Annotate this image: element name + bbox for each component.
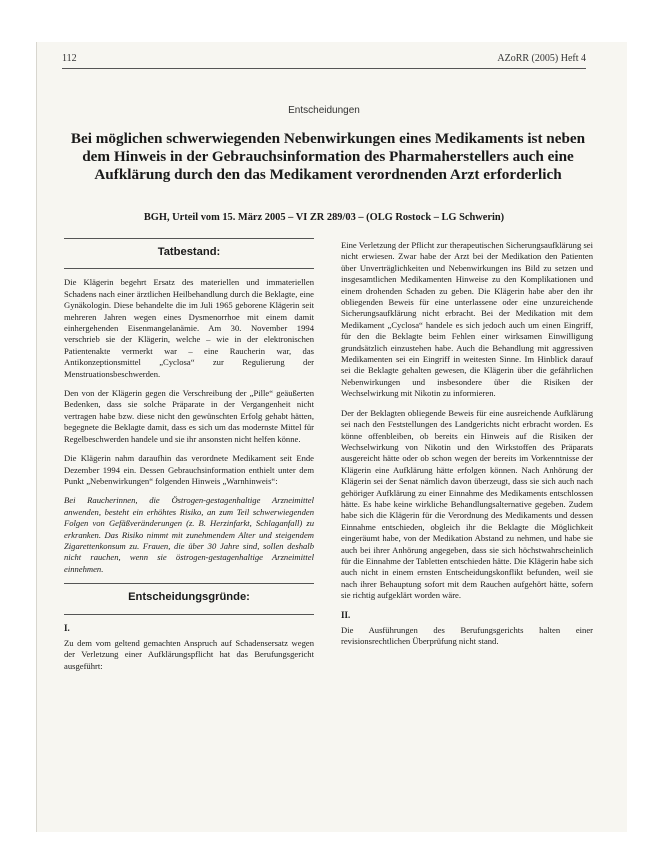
running-header	[62, 53, 586, 64]
heading-entscheidungsgruende: Entscheidungsgründe:	[128, 591, 250, 604]
header-rule	[62, 68, 586, 69]
paragraph: Die Ausführungen des Berufungsgerichts halten einer revisionsrechtlichen Überprüfung nicht stand.	[341, 625, 593, 647]
page-number: 112	[62, 53, 77, 64]
heading-rule	[64, 268, 314, 269]
heading-tatbestand: Tatbestand:	[157, 246, 221, 258]
heading-rule	[64, 614, 314, 615]
paragraph: Eine Verletzung der Pflicht zur therapeutischen Sicherungsaufklärung sei nicht erwiesen. Zwar habe der Arzt bei der Medikation den Patienten über Unverträglichkeiten und Nebenwirkungen ins Bild zu setzen und insgesamtlichen Medikamenten Hinweise zu den Komplikationen und einem drohenden Schaden zu geben. Die Klägerin habe aber den ihr obliegenden Beweis für eine unterlassene oder eine unzureichende Sicherungsaufklärung nicht erbracht. Bei der Medikation mit dem Medikament „Cyclosa“ handele es sich jedoch auch um einen Eingriff, für den die Beklagte beim Fehlen einer wirksamen Einwilligung grundsätzlich einzustehen habe. Auch die Behandlung mit aggressiven Medikamenten sei ein Eingriff in weitesten Sinne. Im Hinblick darauf sei die Beklagte gehalten gewesen, die Klägerin über die gefährlichen Nebenwirkungen und insbesondere über die Risiken der Wechselwirkung mit Nikotin zu informieren.	[341, 240, 593, 399]
paragraph: Der der Beklagten obliegende Beweis für eine ausreichende Aufklärung sei nach den Feststellungen des Landgerichts nicht erbracht worden. Es könne offenbleiben, ob bereits ein Hinweis auf die Risiken der Wechselwirkung von Nikotin und den Wirkstoffen des Präparats ausgereicht hätte oder ob schon wegen der bereits im Vorkenntnisse der Klägerin eine Aufklärung hätte erfolgen können. Nach Anhörung der Klägerin sei der Senat nämlich davon überzeugt, dass sie sich auch nach gehöriger Aufklärung zu einer Einnahme des Medikaments entschlossen hätte. Es habe keine wirkliche Behandlungsalternative gegeben. Zudem habe sich die Klägerin für die Verordnung des Medikaments und dessen Einnahme entschieden, obgleich ihr die Beklagte die Möglichkeit eingeräumt habe, von der Medikation Abstand zu nehmen, und habe sie auch bei ihrer Anhörung angegeben, dass sie sich höchstwahrscheinlich für die Einnahme der Tabletten entschieden hätte. Die Klägerin habe sich auch nicht in einem ernsten Entscheidungskonflikt befunden, weil sie nach ihrer Behauptung sofort mit dem Rauchen aufgehört hätte, sofern sie richtig aufgeklärt worden wäre.	[341, 407, 593, 601]
case-citation: BGH, Urteil vom 15. März 2005 – VI ZR 289/03 – (OLG Rostock – LG Schwerin)	[143, 212, 505, 223]
heading-rule	[64, 238, 314, 239]
section-number: I.	[64, 622, 70, 633]
journal-reference: AZoRR (2005) Heft 4	[497, 53, 586, 64]
section-number: II.	[341, 609, 351, 620]
paragraph: Den von der Klägerin gegen die Verschreibung der „Pille“ geäußerten Bedenken, dass sie solche Präparate in der Vergangenheit nicht vertragen habe bzw. diese nicht den gewünschten Erfolg gehabt hätten, begegnete die Beklagte damit, dass es sich um das modernste Mittel für Regelbeschwerden handele und sie ihr ansonsten nicht helfen könne.	[64, 388, 314, 444]
paragraph: Zu dem vom geltend gemachten Anspruch auf Schadensersatz wegen der Verletzung einer Aufklärungspflicht hat das Berufungsgericht ausgeführt:	[64, 637, 314, 671]
right-column	[341, 240, 593, 656]
quoted-warning: Bei Raucherinnen, die Östrogen-gestagenhaltige Arzneimittel anwenden, besteht ein erhöhtes Risiko, an zum Teil schwerwiegenden Folgen von Gefäßveränderungen (z. B. Herzinfarkt, Schlaganfall) zu erkranken. Das Risiko nimmt mit zunehmendem Alter und steigendem Zigarettenkonsum zu. Frauen, die über 30 Jahre sind, sollen deshalb nicht rauchen, wenn sie östrogen-gestagenhaltige Arzneimittel einnehmen.	[64, 495, 314, 574]
paragraph: Die Klägerin nahm daraufhin das verordnete Medikament seit Ende Dezember 1994 ein. Dessen Gebrauchsinformation enthielt unter dem Punkt „Nebenwirkungen“ folgenden Hinweis „Warnhinweis“:	[64, 453, 314, 486]
left-column	[64, 230, 314, 680]
section-label: Entscheidungen	[288, 105, 360, 116]
article-title: Bei möglichen schwerwiegenden Nebenwirkungen eines Medikaments ist neben dem Hinweis in der Gebrauchsinformation des Pharmaherstellers auch eine Aufklärung durch den das Medikament verordnenden Arzt erforderlich	[70, 130, 586, 183]
paragraph: Die Klägerin begehrt Ersatz des materiellen und immateriellen Schadens nach einer ärztlichen Heilbehandlung durch die Beklagte, eine Gynäkologin. Diese behandelte die im Juli 1965 geborene Klägerin seit mehreren Jahren wegen eines Dysmenorrhoe mit einem damit einhergehenden Eisenmangelanämie. Am 30. November 1994 verschrieb sie der Klägerin, welche – wie in der elektronischen Patientenakte vermerkt war – eine Raucherin war, das Antikonzeptionsmittel „Cyclosa“ zur Regulierung der Menstruationsbeschwerden.	[64, 277, 314, 379]
heading-rule	[64, 583, 314, 584]
